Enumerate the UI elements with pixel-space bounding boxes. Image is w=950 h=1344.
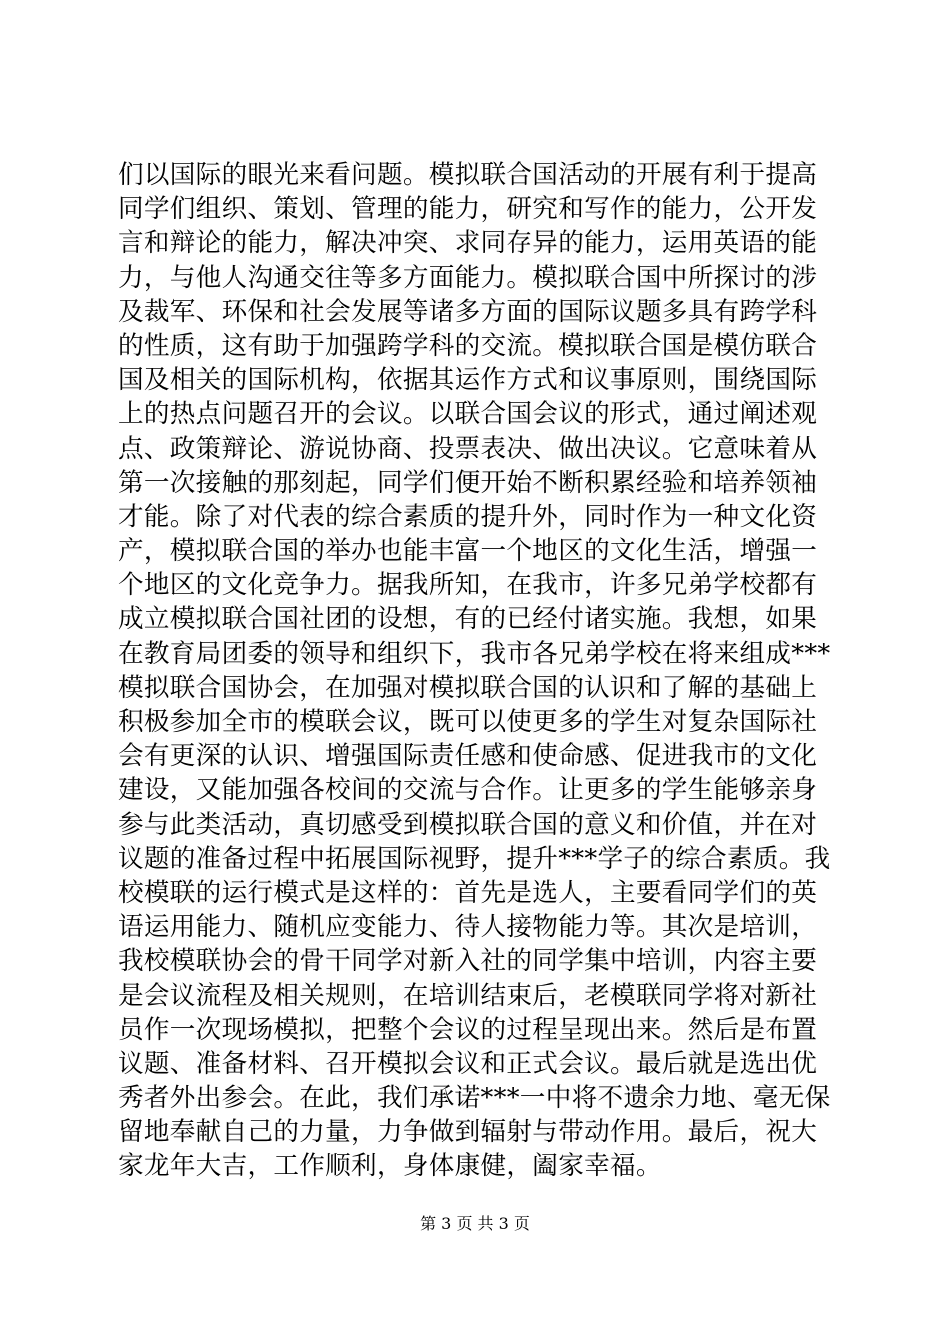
text-line: 我校模联协会的骨干同学对新入社的同学集中培训，内容主要 — [118, 946, 818, 977]
text-line: 参与此类活动，真切感受到模拟联合国的意义和价值，并在对 — [118, 809, 818, 840]
text-line: 上的热点问题召开的会议。以联合国会议的形式，通过阐述观 — [118, 399, 818, 430]
text-line: 个地区的文化竞争力。据我所知，在我市，许多兄弟学校都有 — [118, 570, 818, 601]
text-line: 第一次接触的那刻起，同学们便开始不断积累经验和培养领袖 — [118, 467, 818, 498]
text-line: 同学们组织、策划、管理的能力，研究和写作的能力，公开发 — [118, 194, 818, 225]
text-line: 才能。除了对代表的综合素质的提升外，同时作为一种文化资 — [118, 501, 818, 532]
text-line: 言和辩论的能力，解决冲突、求同存异的能力，运用英语的能 — [118, 228, 818, 259]
text-line: 员作一次现场模拟，把整个会议的过程呈现出来。然后是布置 — [118, 1014, 818, 1045]
text-line: 模拟联合国协会，在加强对模拟联合国的认识和了解的基础上 — [118, 672, 818, 703]
body-paragraph — [118, 158, 836, 1184]
text-line: 们以国际的眼光来看问题。模拟联合国活动的开展有利于提高 — [118, 160, 818, 190]
text-line: 语运用能力、随机应变能力、待人接物能力等。其次是培训， — [118, 912, 818, 943]
text-line: 议题的准备过程中拓展国际视野，提升***学子的综合素质。我 — [118, 843, 831, 874]
text-line: 会有更深的认识、增强国际责任感和使命感、促进我市的文化 — [118, 741, 818, 772]
text-line: 的性质，这有助于加强跨学科的交流。模拟联合国是模仿联合 — [118, 330, 818, 361]
text-line: 点、政策辩论、游说协商、投票表决、做出决议。它意味着从 — [118, 433, 818, 464]
page-number-label: 第 3 页 共 3 页 — [420, 1214, 530, 1233]
text-line: 家龙年大吉，工作顺利，身体康健，阖家幸福。 — [118, 1151, 662, 1182]
text-line: 产，模拟联合国的举办也能丰富一个地区的文化生活，增强一 — [118, 536, 818, 567]
text-line: 建设，又能加强各校间的交流与合作。让更多的学生能够亲身 — [118, 775, 818, 806]
text-line: 议题、准备材料、召开模拟会议和正式会议。最后就是选出优 — [118, 1048, 818, 1079]
text-line: 国及相关的国际机构，依据其运作方式和议事原则，围绕国际 — [118, 365, 818, 396]
text-line: 留地奉献自己的力量，力争做到辐射与带动作用。最后，祝大 — [118, 1117, 818, 1148]
text-line: 及裁军、环保和社会发展等诸多方面的国际议题多具有跨学科 — [118, 296, 818, 327]
text-line: 成立模拟联合国社团的设想，有的已经付诸实施。我想，如果 — [118, 604, 818, 635]
text-line: 是会议流程及相关规则，在培训结束后，老模联同学将对新社 — [118, 980, 818, 1011]
page-footer — [0, 1212, 950, 1236]
text-line: 积极参加全市的模联会议，既可以使更多的学生对复杂国际社 — [118, 707, 818, 737]
text-line: 校模联的运行模式是这样的：首先是选人，主要看同学们的英 — [118, 877, 818, 908]
text-line: 在教育局团委的领导和组织下，我市各兄弟学校在将来组成*** — [118, 638, 831, 669]
text-line: 力，与他人沟通交往等多方面能力。模拟联合国中所探讨的涉 — [118, 262, 818, 293]
text-line: 秀者外出参会。在此，我们承诺***一中将不遗余力地、毫无保 — [118, 1083, 831, 1114]
